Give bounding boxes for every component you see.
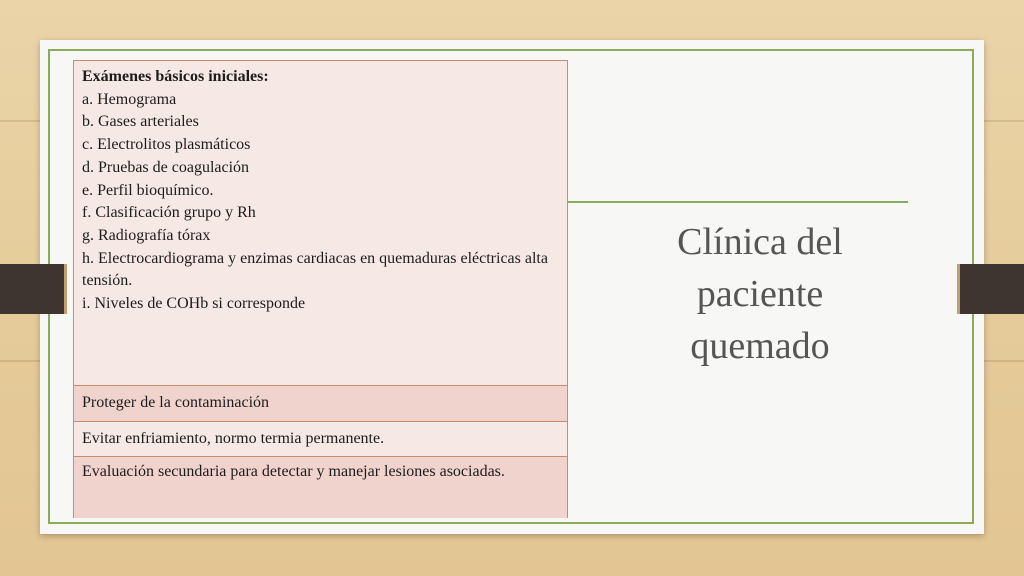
list-item: i. Niveles de COHb si corresponde — [82, 295, 306, 313]
list-item: b. Gases arteriales — [82, 113, 199, 131]
table-cell-secondary-eval: Evaluación secundaria para detectar y manejar lesiones asociadas. — [74, 457, 567, 518]
title-line: paciente — [696, 273, 824, 315]
list-item: g. Radiografía tórax — [82, 226, 211, 244]
table-cell-contamination: Proteger de la contaminación — [74, 386, 567, 422]
list-item: e. Perfil bioquímico. — [82, 181, 214, 199]
table-cell-cooling: Evitar enfriamiento, normo termia permanente. — [74, 422, 567, 457]
slide-title — [605, 216, 915, 372]
list-item: f. Clasificación grupo y Rh — [82, 204, 256, 222]
title-divider — [568, 201, 908, 203]
list-item: a. Hemograma — [82, 90, 177, 108]
list-item: c. Electrolitos plasmáticos — [82, 136, 251, 154]
title-line: Clínica del — [677, 221, 843, 263]
table-cell-exams — [74, 61, 567, 386]
content-table — [73, 60, 568, 518]
list-item: d. Pruebas de coagulación — [82, 158, 250, 176]
exams-heading: Exámenes básicos iniciales: — [82, 68, 269, 85]
right-clip-decoration — [957, 264, 1024, 314]
left-clip-decoration — [0, 264, 67, 314]
title-line: quemado — [690, 325, 830, 367]
list-item: h. Electrocardiograma y enzimas cardiacas en quemaduras eléctricas alta tensión. — [82, 249, 548, 290]
